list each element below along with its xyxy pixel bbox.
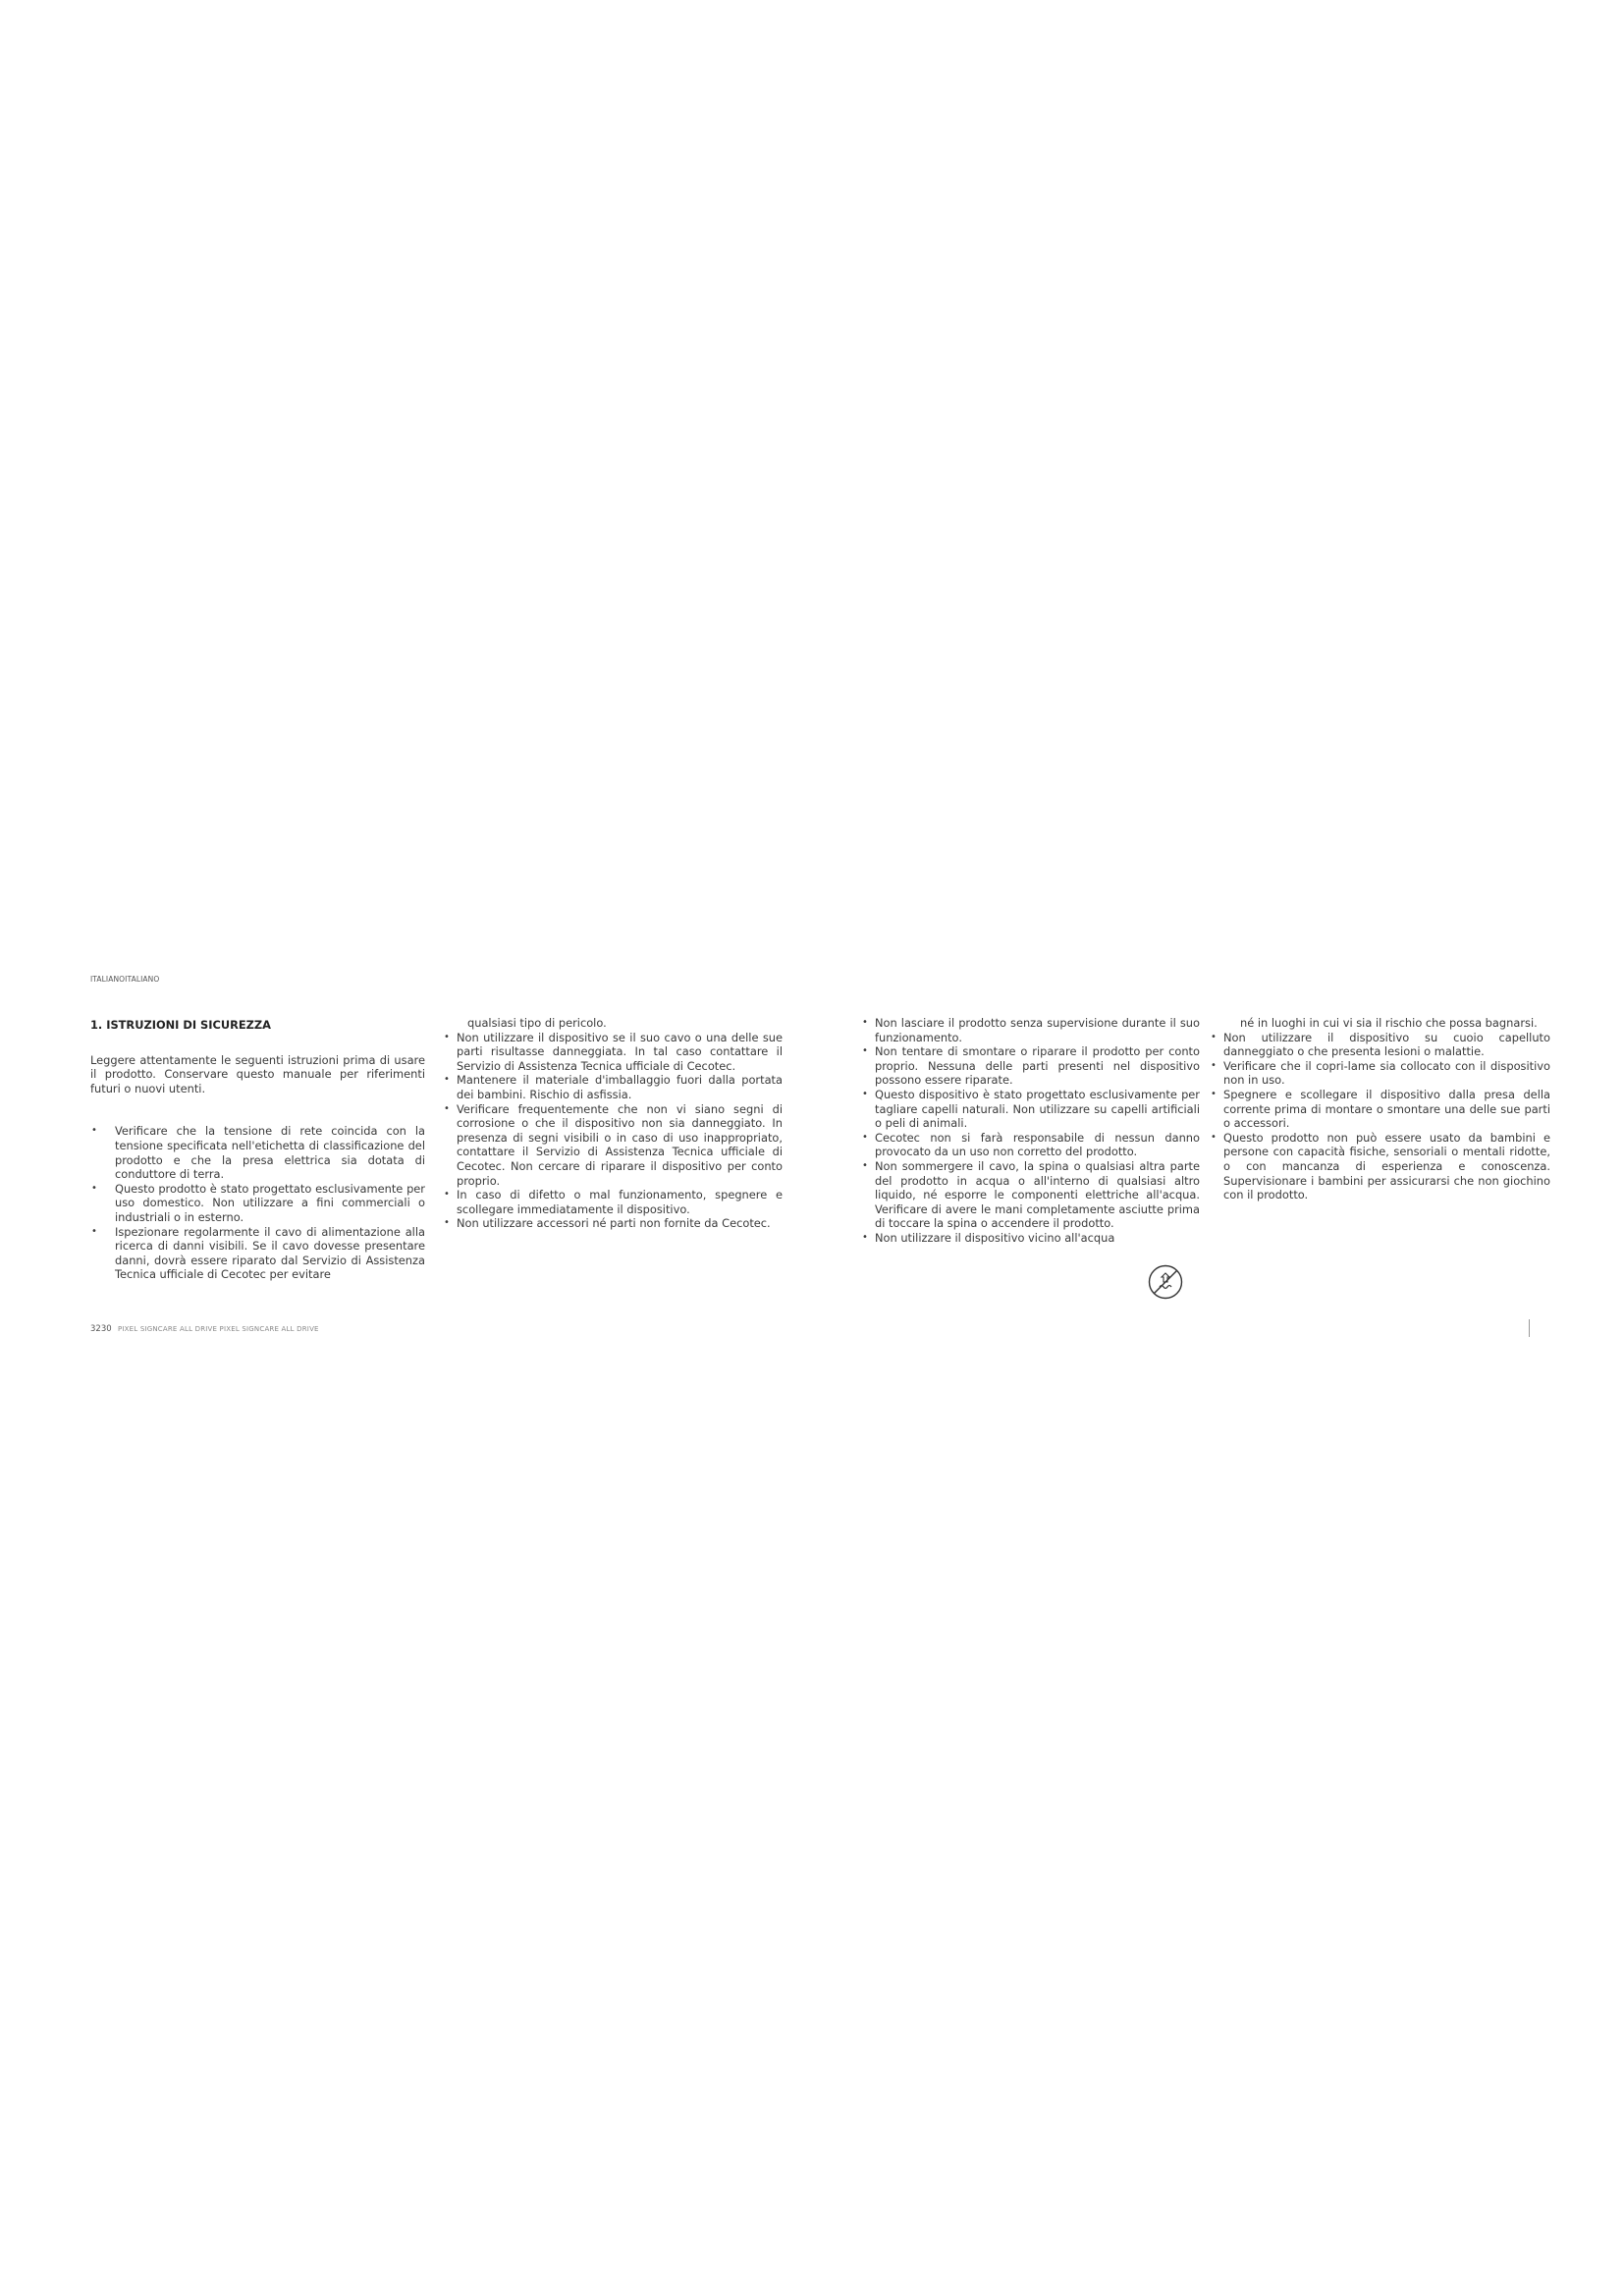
no-water-icon xyxy=(1147,1263,1184,1301)
list-item: • Non sommergere il cavo, la spina o qualsiasi altra parte del prodotto in acqua o all'interno di qualsiasi altro liquido, né esporre le componenti elettriche all'acqua. Verificare di avere le mani completamente asciutte prima di toccare la spina o accendere il prodotto. xyxy=(861,1159,1200,1231)
page-number: 3230 xyxy=(90,1324,112,1334)
safety-list-1 xyxy=(90,1124,425,1282)
safety-list-2 xyxy=(443,1031,783,1231)
header-language: ITALIANOITALIANO xyxy=(90,975,160,984)
page-divider xyxy=(1529,1319,1530,1337)
list-item: • Cecotec non si farà responsabile di nessun danno provocato da un uso non corretto del prodotto. xyxy=(861,1131,1200,1159)
column-2 xyxy=(443,1016,783,1231)
list-item: • Non utilizzare accessori né parti non fornite da Cecotec. xyxy=(443,1216,783,1231)
list-item: • Mantenere il materiale d'imballaggio fuori dalla portata dei bambini. Rischio di asfissia. xyxy=(443,1073,783,1101)
list-item: • Non lasciare il prodotto senza supervisione durante il suo funzionamento. xyxy=(861,1016,1200,1044)
column-4 xyxy=(1210,1016,1550,1202)
list-item: • Questo prodotto non può essere usato da bambini e persone con capacità fisiche, sensoriali o mentali ridotte, o con mancanza di esperienza e conoscenza. Supervisionare i bambini per assicurarsi che non giochino con il prodotto. xyxy=(1210,1131,1550,1202)
continued-text: né in luoghi in cui vi sia il rischio che possa bagnarsi. xyxy=(1240,1016,1538,1030)
list-item: • Ispezionare regolarmente il cavo di alimentazione alla ricerca di danni visibili. Se il cavo dovesse presentare danni, dovrà essere riparato dal Servizio di Assistenza Tecnica ufficiale di Cecotec per evitare xyxy=(90,1225,425,1282)
list-item: • Verificare frequentemente che non vi siano segni di corrosione o che il dispositivo non sia danneggiato. In presenza di segni visibili o in caso di uso inappropriato, contattare il Servizio di Assistenza Tecnica ufficiale di Cecotec. Non cercare di riparare il dispositivo per conto proprio. xyxy=(443,1102,783,1189)
list-item: • Non utilizzare il dispositivo vicino all'acqua xyxy=(861,1231,1200,1246)
safety-list-3 xyxy=(861,1016,1200,1246)
list-item: • Non tentare di smontare o riparare il prodotto per conto proprio. Nessuna delle parti presenti nel dispositivo possono essere riparate. xyxy=(861,1044,1200,1088)
safety-list-4 xyxy=(1210,1031,1550,1202)
list-item: • Non utilizzare il dispositivo se il suo cavo o una delle sue parti risultasse danneggiata. In tal caso contattare il Servizio di Assistenza Tecnica ufficiale di Cecotec. xyxy=(443,1031,783,1074)
list-item: • Verificare che la tensione di rete coincida con la tensione specificata nell'etichetta di classificazione del prodotto e che la presa elettrica sia dotata di conduttore di terra. xyxy=(90,1124,425,1181)
list-item: • Verificare che il copri-lame sia collocato con il dispositivo non in uso. xyxy=(1210,1059,1550,1088)
footer-product-name: PIXEL SIGNCARE ALL DRIVE PIXEL SIGNCARE ALL DRIVE xyxy=(118,1325,319,1333)
list-item: • Questo prodotto è stato progettato esclusivamente per uso domestico. Non utilizzare a fini commerciali o industriali o in esterno. xyxy=(90,1182,425,1225)
list-item: • Questo dispositivo è stato progettato esclusivamente per tagliare capelli naturali. Non utilizzare su capelli artificiali o peli di animali. xyxy=(861,1088,1200,1131)
section-title: 1. ISTRUZIONI DI SICUREZZA xyxy=(90,1018,271,1032)
list-item: • Non utilizzare il dispositivo su cuoio capelluto danneggiato o che presenta lesioni o malattie. xyxy=(1210,1031,1550,1059)
list-item: • In caso di difetto o mal funzionamento, spegnere e scollegare immediatamente il dispositivo. xyxy=(443,1188,783,1216)
intro-paragraph: Leggere attentamente le seguenti istruzioni prima di usare il prodotto. Conservare questo manuale per riferimenti futuri o nuovi utenti. xyxy=(90,1052,425,1095)
column-3 xyxy=(861,1016,1200,1246)
column-1 xyxy=(90,1018,425,1282)
continued-text: qualsiasi tipo di pericolo. xyxy=(467,1016,607,1030)
list-item: • Spegnere e scollegare il dispositivo dalla presa della corrente prima di montare o smontare una delle sue parti o accessori. xyxy=(1210,1088,1550,1131)
